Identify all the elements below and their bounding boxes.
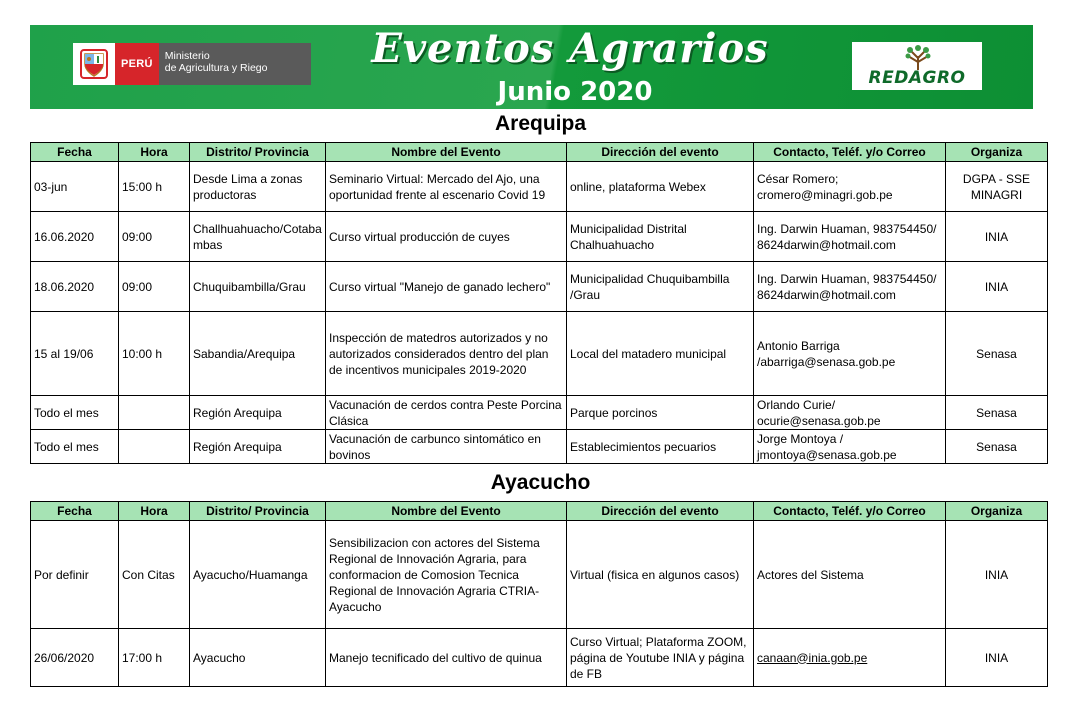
cell-distrito: Región Arequipa (190, 396, 326, 430)
col-contacto: Contacto, Teléf. y/o Correo (754, 143, 946, 162)
cell-organiza: INIA (946, 521, 1048, 629)
table-header-row (31, 502, 1048, 521)
cell-contacto: César Romero; cromero@minagri.gob.pe (754, 162, 946, 212)
cell-fecha: 26/06/2020 (31, 629, 119, 687)
cell-distrito: Ayacucho/Huamanga (190, 521, 326, 629)
col-evento: Nombre del Evento (326, 502, 567, 521)
cell-organiza: INIA (946, 629, 1048, 687)
table-row (31, 212, 1048, 262)
section-title-arequipa: Arequipa (494, 112, 586, 135)
table-row (31, 162, 1048, 212)
cell-fecha: 15 al 19/06 (31, 312, 119, 396)
table-row (31, 629, 1048, 687)
page-subtitle: Junio 2020 (497, 77, 653, 107)
ministerio-line2: de Agricultura y Riego (164, 62, 268, 74)
cell-hora (119, 430, 190, 464)
tree-icon (900, 44, 936, 70)
cell-organiza: INIA (946, 262, 1048, 312)
col-distrito: Distrito/ Provincia (190, 143, 326, 162)
cell-organiza: Senasa (946, 396, 1048, 430)
cell-contacto: Antonio Barriga /abarriga@senasa.gob.pe (754, 312, 946, 396)
cell-contacto: Jorge Montoya / jmontoya@senasa.gob.pe (754, 430, 946, 464)
cell-distrito: Challhuahuacho/Cotabambas (190, 212, 326, 262)
events-table-ayacucho (30, 501, 1048, 687)
cell-contacto: Ing. Darwin Huaman, 983754450/ 8624darwin@hotmail.com (754, 262, 946, 312)
cell-contacto: Orlando Curie/ ocurie@senasa.gob.pe (754, 396, 946, 430)
cell-hora: Con Citas (119, 521, 190, 629)
cell-organiza: DGPA - SSE MINAGRI (946, 162, 1048, 212)
cell-evento: Curso virtual producción de cuyes (326, 212, 567, 262)
email-link[interactable]: canaan@inia.gob.pe (757, 650, 868, 665)
cell-contacto: Ing. Darwin Huaman, 983754450/ 8624darwin@hotmail.com (754, 212, 946, 262)
cell-fecha: Todo el mes (31, 396, 119, 430)
header-banner (30, 25, 1033, 109)
cell-organiza: Senasa (946, 430, 1048, 464)
cell-evento: Vacunación de cerdos contra Peste Porcina Clásica (326, 396, 567, 430)
cell-distrito: Desde Lima a zonas productoras (190, 162, 326, 212)
table-row (31, 521, 1048, 629)
table-header-row (31, 143, 1048, 162)
col-organiza: Organiza (946, 143, 1048, 162)
cell-hora: 10:00 h (119, 312, 190, 396)
cell-direccion: Curso Virtual; Plataforma ZOOM, página de Youtube INIA y página de FB (567, 629, 754, 687)
cell-evento: Manejo tecnificado del cultivo de quinua (326, 629, 567, 687)
cell-evento: Seminario Virtual: Mercado del Ajo, una oportunidad frente al escenario Covid 19 (326, 162, 567, 212)
events-table-arequipa (30, 142, 1048, 464)
cell-hora (119, 396, 190, 430)
cell-direccion: online, plataforma Webex (567, 162, 754, 212)
cell-distrito: Chuquibambilla/Grau (190, 262, 326, 312)
cell-hora: 17:00 h (119, 629, 190, 687)
table-row (31, 430, 1048, 464)
cell-hora: 09:00 (119, 262, 190, 312)
table-row (31, 396, 1048, 430)
cell-hora: 09:00 (119, 212, 190, 262)
col-distrito: Distrito/ Provincia (190, 502, 326, 521)
cell-fecha: Por definir (31, 521, 119, 629)
cell-direccion: Establecimientos pecuarios (567, 430, 754, 464)
cell-distrito: Región Arequipa (190, 430, 326, 464)
cell-direccion: Virtual (fisica en algunos casos) (567, 521, 754, 629)
cell-contacto (754, 629, 946, 687)
cell-fecha: 03-jun (31, 162, 119, 212)
col-direccion: Dirección del evento (567, 143, 754, 162)
cell-evento: Inspección de matedros autorizados y no autorizados considerados dentro del plan de incentivos municipales 2019-2020 (326, 312, 567, 396)
cell-fecha: Todo el mes (31, 430, 119, 464)
cell-evento: Vacunación de carbunco sintomático en bovinos (326, 430, 567, 464)
table-row (31, 262, 1048, 312)
col-contacto: Contacto, Teléf. y/o Correo (754, 502, 946, 521)
cell-direccion: Parque porcinos (567, 396, 754, 430)
cell-organiza: INIA (946, 212, 1048, 262)
section-title-ayacucho: Ayacucho (490, 471, 591, 494)
cell-hora: 15:00 h (119, 162, 190, 212)
col-direccion: Dirección del evento (567, 502, 754, 521)
col-organiza: Organiza (946, 502, 1048, 521)
col-fecha: Fecha (31, 502, 119, 521)
cell-direccion: Municipalidad Chuquibambilla /Grau (567, 262, 754, 312)
col-evento: Nombre del Evento (326, 143, 567, 162)
col-hora: Hora (119, 502, 190, 521)
redagro-label: REDAGRO (868, 68, 966, 88)
cell-evento: Curso virtual "Manejo de ganado lechero" (326, 262, 567, 312)
peru-label: PERÚ (115, 43, 159, 85)
cell-fecha: 18.06.2020 (31, 262, 119, 312)
ministerio-line1: Ministerio (164, 50, 210, 62)
ministerio-label (159, 43, 311, 85)
col-fecha: Fecha (31, 143, 119, 162)
cell-contacto: Actores del Sistema (754, 521, 946, 629)
peru-shield-icon (73, 43, 115, 85)
cell-fecha: 16.06.2020 (31, 212, 119, 262)
col-hora: Hora (119, 143, 190, 162)
cell-direccion: Local del matadero municipal (567, 312, 754, 396)
redagro-logo (852, 42, 982, 90)
cell-evento: Sensibilizacion con actores del Sistema Regional de Innovación Agraria, para conformacion de Comosion Tecnica Regional de Innovación Agraria CTRIA-Ayacucho (326, 521, 567, 629)
cell-distrito: Sabandia/Arequipa (190, 312, 326, 396)
cell-distrito: Ayacucho (190, 629, 326, 687)
cell-direccion: Municipalidad Distrital Chalhuahuacho (567, 212, 754, 262)
page-title: Eventos Agrarios (371, 25, 769, 72)
table-row (31, 312, 1048, 396)
ministerio-logo (73, 43, 311, 85)
cell-organiza: Senasa (946, 312, 1048, 396)
